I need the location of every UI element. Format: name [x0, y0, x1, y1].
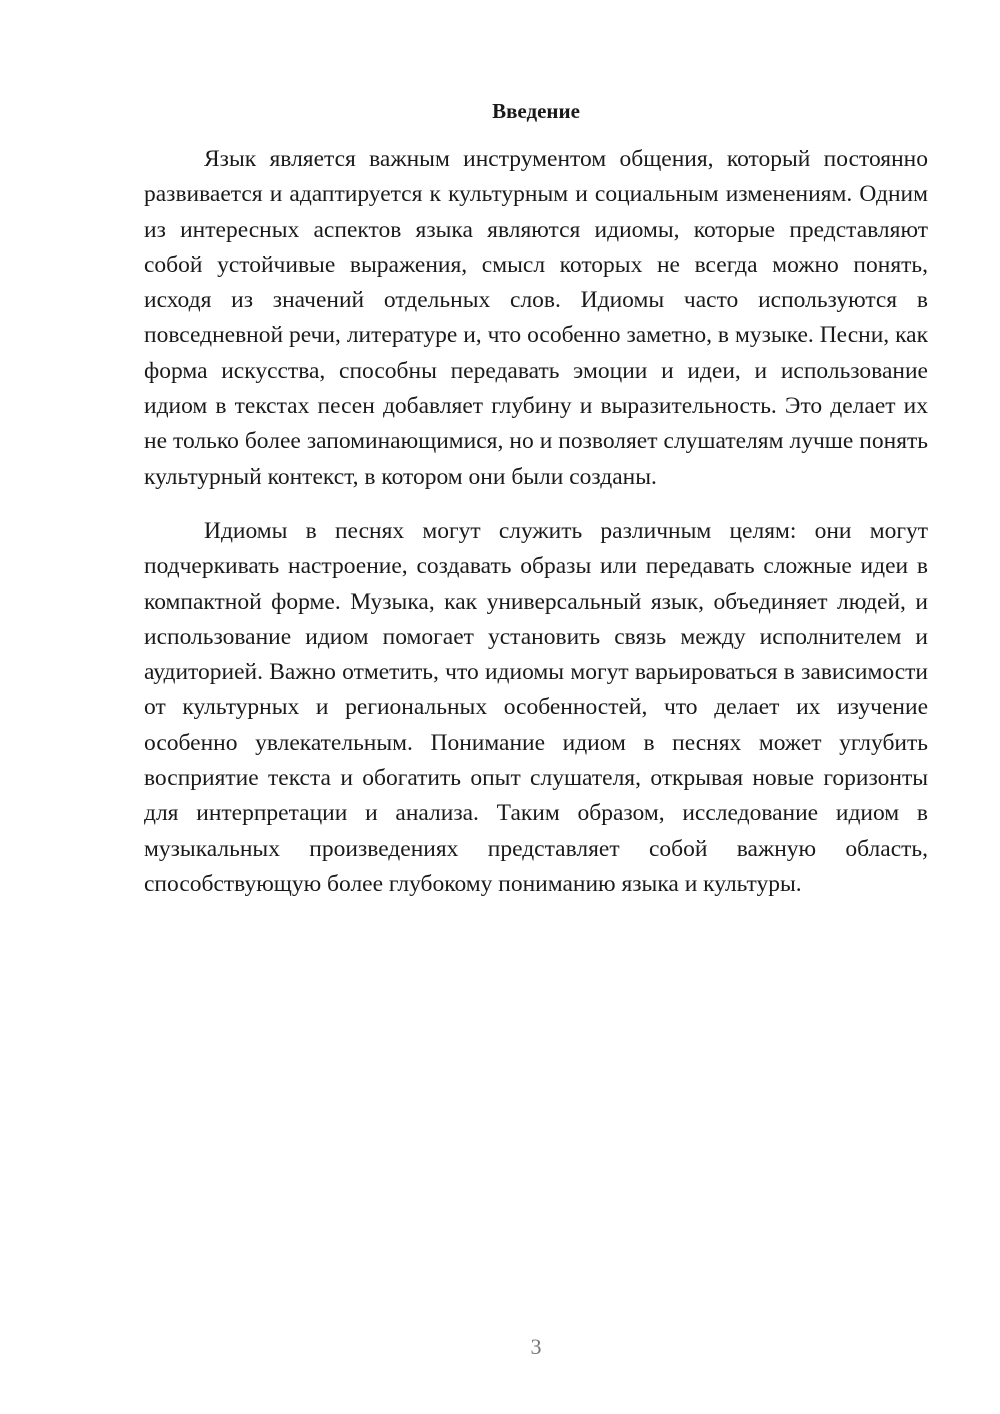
page-number: 3 [530, 1334, 542, 1359]
paragraph-intro: Язык является важным инструментом общения, который постоянно развивается и адаптируется к культурным и социальным изменениям. Одним из интересных аспектов языка являются идиомы, которые представляют собой устойчивые выражения, смысл которых не всегда можно понять, исходя из значений отдельных слов. Идиомы часто используются в повседневной речи, литературе и, что особенно заметно, в музыке. Песни, как форма искусства, способны передавать эмоции и идеи, и использование идиом в текстах песен добавляет глубину и выразительность. Это делает их не только более запоминающимися, но и позволяет слушателям лучше понять культурный контекст, в котором они были созданы. [144, 146, 928, 490]
paragraph-idioms-in-songs: Идиомы в песнях могут служить различным целям: они могут подчеркивать настроение, создавать образы или передавать сложные идеи в компактной форме. Музыка, как универсальный язык, объединяет людей, и использование идиом помогает установить связь между исполнителем и аудиторией. Важно отметить, что идиомы могут варьироваться в зависимости от культурных и региональных особенностей, что делает их изучение особенно увлекательным. Понимание идиом в песнях может углубить восприятие текста и обогатить опыт слушателя, открывая новые горизонты для интерпретации и анализа. Таким образом, исследование идиом в музыкальных произведениях представляет собой важную область, способствующую более глубокому пониманию языка и культуры. [144, 517, 928, 897]
body-text [144, 142, 928, 902]
section-heading: Введение [492, 99, 580, 123]
